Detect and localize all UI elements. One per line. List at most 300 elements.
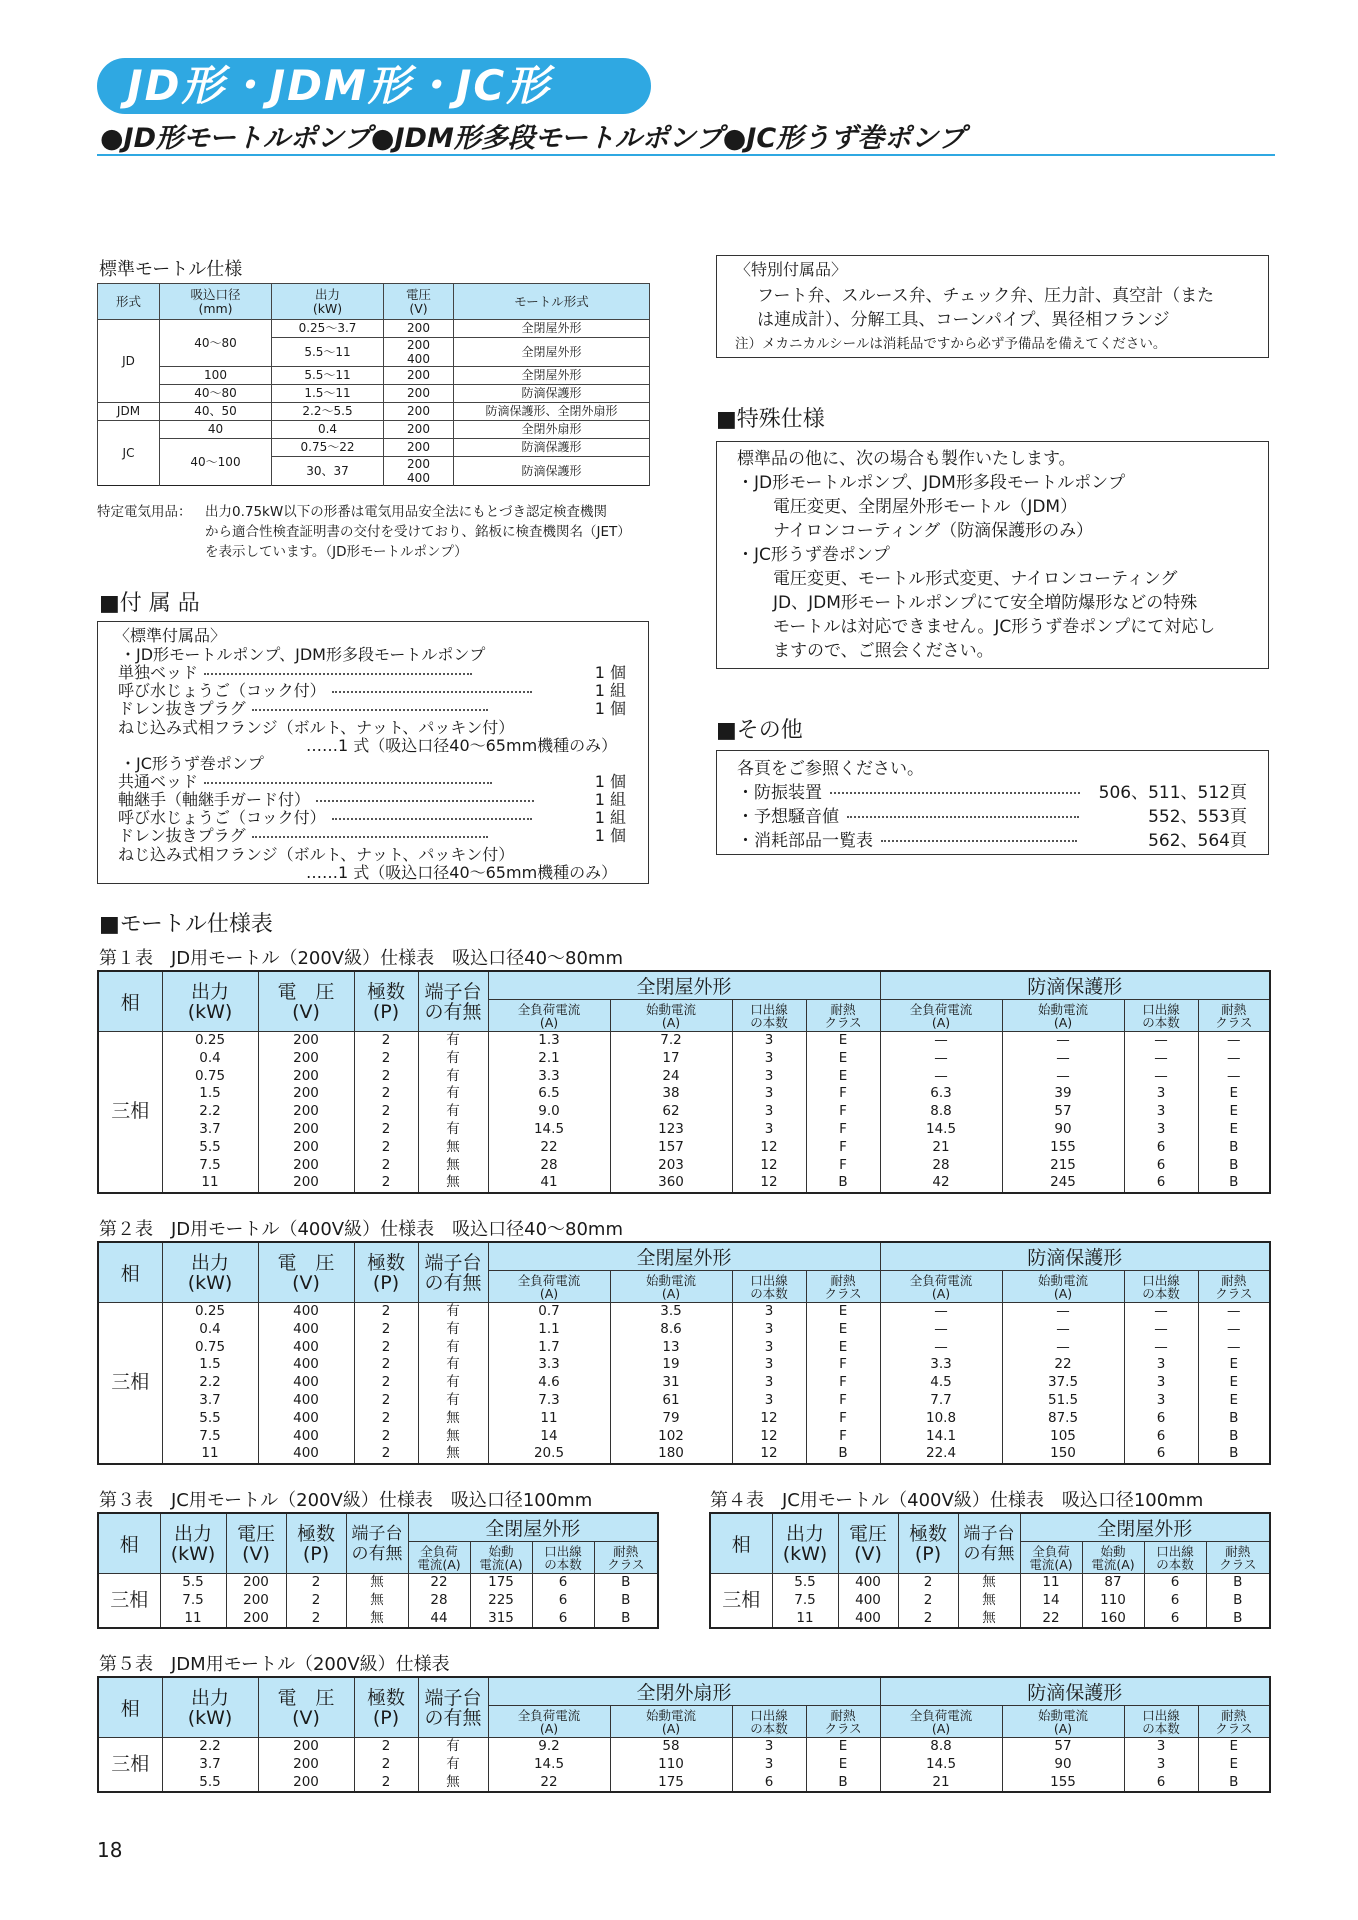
table-row [710,1592,1270,1610]
header-starting-current: 始動電流 (A) [1002,1706,1124,1738]
motor-table-2 [97,1241,1271,1465]
voltage-cell: 400 [838,1610,898,1629]
insulation-cell: E [806,1321,880,1339]
lead-wires-cell: 3 [732,1121,806,1139]
voltage-cell: 200 [226,1610,286,1629]
special-specs-box [716,441,1269,669]
terminal-cell: 有 [418,1121,488,1139]
terminal-cell: 有 [418,1738,488,1756]
voltage-cell: 200 [384,385,454,403]
poles-cell: 2 [354,1321,418,1339]
full-load-current-cell: — [880,1050,1002,1068]
voltage-cell: 200 [258,1103,354,1121]
voltage-cell: 200 [258,1774,354,1793]
insulation-cell: F [806,1392,880,1410]
header-starting-current: 始動 電流(A) [470,1542,532,1574]
insulation-cell: E [1198,1392,1270,1410]
output-cell: 11 [162,1174,258,1193]
starting-current-cell: 22 [1002,1356,1124,1374]
other-intro: 各頁をご参照ください。 [737,759,924,779]
accessories-box-title: 〈標準付属品〉 [114,626,227,645]
starting-current-cell: 17 [610,1050,732,1068]
table-row [98,1085,1270,1103]
standard-motor-spec-title: 標準モートル仕様 [99,259,243,280]
starting-current-cell: 87 [1082,1574,1144,1592]
full-load-current-cell: 28 [408,1592,470,1610]
insulation-cell: B [1198,1445,1270,1464]
page-subtitle: ●JD形モートルポンプ●JDM形多段モートルポンプ●JC形うず巻ポンプ [100,123,966,154]
header-group-b: 防滴保護形 [880,1677,1270,1706]
terminal-cell: 無 [958,1592,1020,1610]
header-voltage: 電圧 (V) [226,1513,286,1574]
output-cell: 0.75 [162,1339,258,1357]
lead-wires-cell: — [1124,1032,1198,1050]
full-load-current-cell: 28 [488,1157,610,1175]
insulation-cell: B [806,1774,880,1793]
header-voltage: 電圧 (V) [838,1513,898,1574]
other-title: ■ その他 [716,713,803,744]
header-voltage: 電 圧 (V) [258,1677,354,1738]
lead-wires-cell: 6 [532,1610,594,1629]
bore-cell: 40〜80 [160,385,272,403]
lead-wires-cell: — [1124,1068,1198,1086]
lead-wires-cell: 6 [1124,1445,1198,1464]
insulation-cell: F [806,1085,880,1103]
lead-wires-cell: — [1124,1050,1198,1068]
full-load-current-cell: 42 [880,1174,1002,1193]
voltage-cell: 200 [258,1121,354,1139]
bore-cell: 40、50 [160,403,272,421]
insulation-cell: E [806,1068,880,1086]
other-item: ・防振装置 506、511、512頁 [737,783,1247,803]
full-load-current-cell: 6.3 [880,1085,1002,1103]
output-cell: 5.5 [772,1574,838,1592]
table-row [98,1410,1270,1428]
other-item: ・予想騒音値 552、553頁 [737,807,1247,827]
lead-wires-cell: 3 [732,1068,806,1086]
special-accessories-line: フート弁、スルース弁、チェック弁、圧力計、真空計（また [757,286,1215,306]
lead-wires-cell: 3 [1124,1103,1198,1121]
starting-current-cell: 110 [1082,1592,1144,1610]
type-cell: JC [98,421,160,486]
lead-wires-cell: 3 [732,1392,806,1410]
phase-cell: 三相 [98,1032,162,1194]
accessory-item: ドレン抜きプラグ 1 個 [118,699,626,718]
full-load-current-cell: 41 [488,1174,610,1193]
starting-current-cell: 180 [610,1445,732,1464]
insulation-cell: F [806,1428,880,1446]
output-cell: 11 [772,1610,838,1629]
poles-cell: 2 [286,1610,346,1629]
starting-current-cell: 31 [610,1374,732,1392]
table-row [98,1103,1270,1121]
header-lead-wires: 口出線 の本数 [732,1000,806,1032]
header-insulation: 耐熱 クラス [1198,1271,1270,1303]
lead-wires-cell: 3 [732,1103,806,1121]
output-cell: 7.5 [162,1428,258,1446]
voltage-cell: 200 [226,1592,286,1610]
insulation-cell: B [1198,1139,1270,1157]
insulation-cell: F [806,1103,880,1121]
full-load-current-cell: 1.1 [488,1321,610,1339]
accessories-group-jc: ・JC形うず巻ポンプ [120,754,264,773]
starting-current-cell: 225 [470,1592,532,1610]
poles-cell: 2 [354,1103,418,1121]
starting-current-cell: 38 [610,1085,732,1103]
table3-caption: 第３表 JC用モートル（200V級）仕様表 吸込口径100mm [99,1490,593,1511]
table-row [710,1574,1270,1592]
insulation-cell: B [1198,1174,1270,1193]
voltage-cell: 200 [384,421,454,439]
accessory-item: 共通ベッド 1 個 [118,772,626,791]
table-row [98,1374,1270,1392]
special-accessories-title: 〈特別付属品〉 [735,260,848,279]
starting-current-cell: 79 [610,1410,732,1428]
motor-cell: 全閉屋外形 [454,367,650,385]
terminal-cell: 無 [346,1574,408,1592]
output-cell: 0.25〜3.7 [272,320,384,338]
bore-cell: 40〜100 [160,439,272,486]
starting-current-cell: 102 [610,1428,732,1446]
full-load-current-cell: 4.6 [488,1374,610,1392]
poles-cell: 2 [354,1032,418,1050]
insulation-cell: F [806,1121,880,1139]
full-load-current-cell: 14.5 [488,1121,610,1139]
starting-current-cell: 155 [1002,1774,1124,1793]
header-lead-wires: 口出線 の本数 [1124,1271,1198,1303]
header-phase: 相 [98,1677,162,1738]
special-specs-line: ・JD形モートルポンプ、JDM形多段モートルポンプ [737,473,1126,493]
starting-current-cell: — [1002,1032,1124,1050]
std-spec-note-label: 特定電気用品： [97,504,192,520]
insulation-cell: E [1198,1121,1270,1139]
full-load-current-cell: 22 [488,1139,610,1157]
insulation-cell: — [1198,1032,1270,1050]
lead-wires-cell: — [1124,1321,1198,1339]
output-cell: 0.25 [162,1303,258,1321]
full-load-current-cell: 9.0 [488,1103,610,1121]
full-load-current-cell: 22 [488,1774,610,1793]
voltage-cell: 400 [258,1303,354,1321]
lead-wires-cell: 12 [732,1428,806,1446]
output-cell: 0.4 [162,1321,258,1339]
lead-wires-cell: 3 [1124,1756,1198,1774]
motor-table-4 [709,1512,1271,1629]
output-cell: 3.7 [162,1756,258,1774]
special-specs-line: ますので、ご照会ください。 [773,641,994,661]
terminal-cell: 有 [418,1356,488,1374]
header-starting-current: 始動 電流(A) [1082,1542,1144,1574]
output-cell: 0.75〜22 [272,439,384,457]
lead-wires-cell: 6 [1124,1774,1198,1793]
header-group-a: 全閉屋外形 [488,1242,880,1271]
voltage-cell: 200 [258,1174,354,1193]
lead-wires-cell: 3 [732,1339,806,1357]
terminal-cell: 有 [418,1103,488,1121]
table-row [98,1774,1270,1793]
table-row [98,1738,1270,1756]
lead-wires-cell: 3 [732,1356,806,1374]
header-terminal: 端子台 の有無 [418,1677,488,1738]
poles-cell: 2 [354,1303,418,1321]
lead-wires-cell: 12 [732,1445,806,1464]
insulation-cell: B [594,1592,658,1610]
insulation-cell: F [806,1410,880,1428]
lead-wires-cell: 3 [732,1032,806,1050]
header-insulation: 耐熱 クラス [806,1271,880,1303]
table-row [98,1339,1270,1357]
lead-wires-cell: 6 [1124,1157,1198,1175]
starting-current-cell: 24 [610,1068,732,1086]
table-row [98,1445,1270,1464]
output-cell: 5.5 [160,1574,226,1592]
lead-wires-cell: 3 [732,1738,806,1756]
starting-current-cell: 8.6 [610,1321,732,1339]
poles-cell: 2 [354,1085,418,1103]
full-load-current-cell: 14.5 [880,1756,1002,1774]
voltage-cell: 200 [384,403,454,421]
motor-tables-title: ■ モートル仕様表 [99,907,273,938]
voltage-cell: 400 [258,1428,354,1446]
full-load-current-cell: 3.3 [488,1068,610,1086]
page-number: 18 [97,1838,123,1862]
accessory-flange-note: ……1 式（吸込口径40〜65mm機種のみ） [306,736,618,755]
output-cell: 3.7 [162,1121,258,1139]
terminal-cell: 無 [418,1410,488,1428]
motor-cell: 全閉屋外形 [454,338,650,367]
lead-wires-cell: 12 [732,1157,806,1175]
starting-current-cell: 245 [1002,1174,1124,1193]
header-starting-current: 始動電流 (A) [610,1706,732,1738]
header-phase: 相 [98,1242,162,1303]
poles-cell: 2 [354,1068,418,1086]
header-starting-current: 始動電流 (A) [1002,1271,1124,1303]
header-full-load-current: 全負荷電流 (A) [488,1706,610,1738]
output-cell: 5.5 [162,1774,258,1793]
poles-cell: 2 [354,1445,418,1464]
output-cell: 5.5 [162,1410,258,1428]
header-output: 出力 (kW) [772,1513,838,1574]
accessory-item: 呼び水じょうご（コック付） 1 組 [118,808,626,827]
motor-cell: 防滴保護形、全閉外扇形 [454,403,650,421]
insulation-cell: — [1198,1068,1270,1086]
full-load-current-cell: — [880,1068,1002,1086]
header-terminal: 端子台 の有無 [958,1513,1020,1574]
insulation-cell: E [806,1050,880,1068]
poles-cell: 2 [354,1174,418,1193]
lead-wires-cell: 6 [532,1592,594,1610]
starting-current-cell: 87.5 [1002,1410,1124,1428]
terminal-cell: 無 [346,1592,408,1610]
full-load-current-cell: 7.7 [880,1392,1002,1410]
insulation-cell: E [806,1756,880,1774]
poles-cell: 2 [286,1592,346,1610]
standard-motor-spec-table [97,283,650,486]
voltage-cell: 400 [258,1392,354,1410]
starting-current-cell: 110 [610,1756,732,1774]
output-cell: 2.2〜5.5 [272,403,384,421]
motor-table-1 [97,970,1271,1194]
full-load-current-cell: 20.5 [488,1445,610,1464]
terminal-cell: 有 [418,1085,488,1103]
header-terminal: 端子台 の有無 [418,1242,488,1303]
special-accessories-line: は連成計）、分解工具、コーンパイプ、異径相フランジ [757,310,1170,330]
poles-cell: 2 [898,1592,958,1610]
insulation-cell: E [1198,1356,1270,1374]
full-load-current-cell: 2.1 [488,1050,610,1068]
poles-cell: 2 [354,1121,418,1139]
header-full-load-current: 全負荷 電流(A) [408,1542,470,1574]
insulation-cell: F [806,1374,880,1392]
full-load-current-cell: 14.1 [880,1428,1002,1446]
voltage-cell: 200 400 [384,338,454,367]
motor-cell: 全閉屋外形 [454,320,650,338]
insulation-cell: E [1198,1103,1270,1121]
header-phase: 相 [98,1513,160,1574]
bore-cell: 100 [160,367,272,385]
header-full-load-current: 全負荷 電流(A) [1020,1542,1082,1574]
table-row [98,1592,658,1610]
other-box [716,750,1269,855]
accessory-item: ドレン抜きプラグ 1 個 [118,826,626,845]
header-insulation: 耐熱 クラス [1198,1000,1270,1032]
std-spec-note-line: から適合性検査証明書の交付を受けており、銘板に検査機関名（JET） [205,524,631,540]
full-load-current-cell: 11 [1020,1574,1082,1592]
starting-current-cell: — [1002,1339,1124,1357]
accessories-box [97,621,649,884]
full-load-current-cell: 8.8 [880,1103,1002,1121]
insulation-cell: — [1198,1321,1270,1339]
full-load-current-cell: 22 [408,1574,470,1592]
full-load-current-cell: 1.3 [488,1032,610,1050]
starting-current-cell: 90 [1002,1121,1124,1139]
terminal-cell: 有 [418,1068,488,1086]
header-starting-current: 始動電流 (A) [610,1271,732,1303]
full-load-current-cell: 3.3 [880,1356,1002,1374]
voltage-cell: 200 [258,1085,354,1103]
starting-current-cell: — [1002,1068,1124,1086]
starting-current-cell: 203 [610,1157,732,1175]
insulation-cell: — [1198,1303,1270,1321]
table-row [98,1032,1270,1050]
output-cell: 1.5 [162,1356,258,1374]
starting-current-cell: 160 [1082,1610,1144,1629]
header-group-a: 全閉屋外形 [408,1513,658,1542]
special-accessories-box [716,255,1269,358]
starting-current-cell: 13 [610,1339,732,1357]
full-load-current-cell: 0.7 [488,1303,610,1321]
starting-current-cell: 175 [610,1774,732,1793]
output-cell: 0.4 [162,1050,258,1068]
lead-wires-cell: 6 [1124,1139,1198,1157]
voltage-cell: 200 [258,1139,354,1157]
starting-current-cell: 315 [470,1610,532,1629]
lead-wires-cell: — [1124,1339,1198,1357]
lead-wires-cell: — [1124,1303,1198,1321]
header-poles: 極数 (P) [898,1513,958,1574]
lead-wires-cell: 3 [1124,1392,1198,1410]
starting-current-cell: 37.5 [1002,1374,1124,1392]
table-row [98,1756,1270,1774]
type-cell: JD [98,320,160,403]
header-type: 形式 [98,284,160,320]
insulation-cell: B [594,1574,658,1592]
lead-wires-cell: 6 [532,1574,594,1592]
output-cell: 2.2 [162,1738,258,1756]
header-voltage: 電 圧 (V) [258,1242,354,1303]
voltage-cell: 400 [258,1374,354,1392]
insulation-cell: E [806,1303,880,1321]
output-cell: 3.7 [162,1392,258,1410]
terminal-cell: 有 [418,1050,488,1068]
output-cell: 2.2 [162,1103,258,1121]
full-load-current-cell: — [880,1303,1002,1321]
header-starting-current: 始動電流 (A) [1002,1000,1124,1032]
accessories-group-jd: ・JD形モートルポンプ、JDM形多段モートルポンプ [120,645,486,664]
table-row [98,1068,1270,1086]
table-row [98,1356,1270,1374]
phase-cell: 三相 [98,1574,160,1629]
lead-wires-cell: 6 [1144,1574,1206,1592]
insulation-cell: B [1198,1157,1270,1175]
header-insulation: 耐熱 クラス [806,1000,880,1032]
insulation-cell: F [806,1356,880,1374]
terminal-cell: 有 [418,1321,488,1339]
output-cell: 11 [162,1445,258,1464]
terminal-cell: 無 [418,1174,488,1193]
lead-wires-cell: 12 [732,1174,806,1193]
insulation-cell: B [1198,1410,1270,1428]
insulation-cell: E [1198,1756,1270,1774]
voltage-cell: 200 [258,1756,354,1774]
header-full-load-current: 全負荷電流 (A) [880,1271,1002,1303]
page-title: JD形・JDM形・JC形 [97,58,651,114]
poles-cell: 2 [354,1139,418,1157]
starting-current-cell: 58 [610,1738,732,1756]
output-cell: 7.5 [160,1592,226,1610]
insulation-cell: B [594,1610,658,1629]
starting-current-cell: — [1002,1321,1124,1339]
output-cell: 5.5 [162,1139,258,1157]
terminal-cell: 無 [958,1610,1020,1629]
header-group-a: 全閉屋外形 [1020,1513,1270,1542]
header-lead-wires: 口出線 の本数 [1144,1542,1206,1574]
full-load-current-cell: 1.7 [488,1339,610,1357]
header-starting-current: 始動電流 (A) [610,1000,732,1032]
insulation-cell: E [1198,1374,1270,1392]
phase-cell: 三相 [710,1574,772,1629]
full-load-current-cell: 11 [488,1410,610,1428]
full-load-current-cell: 14.5 [880,1121,1002,1139]
insulation-cell: F [806,1139,880,1157]
table-row [98,1610,658,1629]
special-specs-title: ■ 特殊仕様 [716,402,825,433]
insulation-cell: — [1198,1050,1270,1068]
full-load-current-cell: — [880,1339,1002,1357]
output-cell: 0.25 [162,1032,258,1050]
insulation-cell: B [1206,1574,1270,1592]
voltage-cell: 200 [258,1032,354,1050]
header-output: 出力 (kW) [162,1677,258,1738]
special-specs-line: JD、JDM形モートルポンプにて安全増防爆形などの特殊 [773,593,1198,613]
starting-current-cell: — [1002,1303,1124,1321]
header-terminal: 端子台 の有無 [418,971,488,1032]
insulation-cell: E [1198,1738,1270,1756]
header-lead-wires: 口出線 の本数 [532,1542,594,1574]
accessories-title: ■ 付 属 品 [99,586,200,617]
output-cell: 0.4 [272,421,384,439]
header-insulation: 耐熱 クラス [1206,1542,1270,1574]
